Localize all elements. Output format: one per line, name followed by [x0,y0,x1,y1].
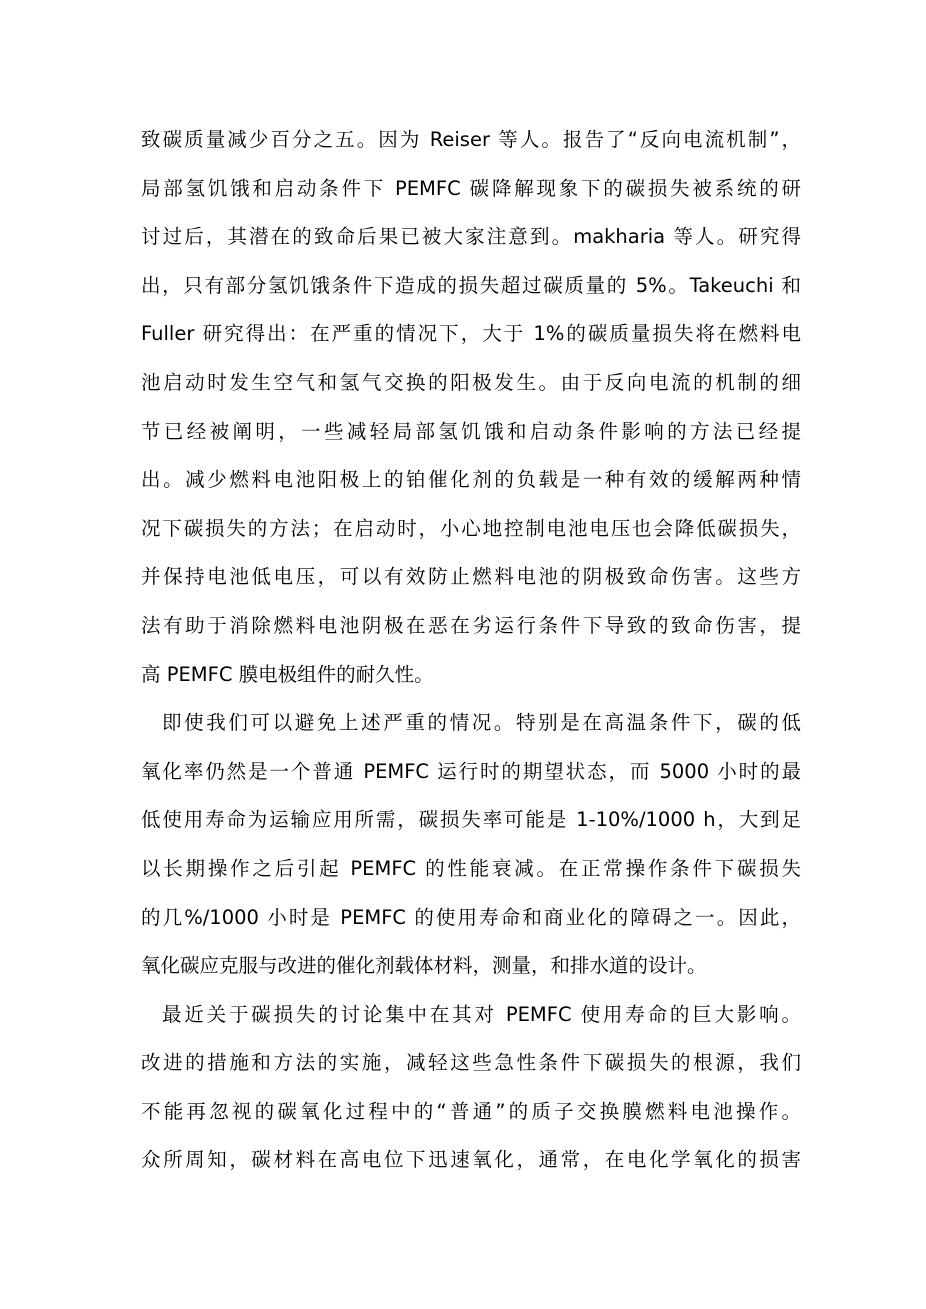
text-line: 讨过后，其潜在的致命后果已被大家注意到。makharia 等人。研究得 [141,225,801,249]
text-line: 的几%/1000 小时是 PEMFC 的使用寿命和商业化的障碍之一。因此， [141,905,801,929]
text-line: 池启动时发生空气和氢气交换的阳极发生。由于反向电流的机制的细 [141,370,801,394]
paragraph-end-line: 高 PEMFC 膜电极组件的耐久性。 [141,662,434,686]
text-line: 法有助于消除燃料电池阴极在恶在劣运行条件下导致的致命伤害，提 [141,613,801,637]
text-line: 节已经被阐明，一些减轻局部氢饥饿和启动条件影响的方法已经提 [141,419,801,443]
paragraph-start-line: 即使我们可以避免上述严重的情况。特别是在高温条件下，碳的低 [162,711,801,735]
text-line: 以长期操作之后引起 PEMFC 的性能衰减。在正常操作条件下碳损失 [141,856,801,880]
text-line: 况下碳损失的方法；在启动时，小心地控制电池电压也会降低碳损失， [141,516,801,540]
text-line: 低使用寿命为运输应用所需，碳损失率可能是 1-10%/1000 h，大到足 [141,808,801,832]
text-line: Fuller 研究得出：在严重的情况下，大于 1%的碳质量损失将在燃料电 [141,322,801,346]
text-line: 出。减少燃料电池阳极上的铂催化剂的负载是一种有效的缓解两种情 [141,468,801,492]
paragraph-start-line: 最近关于碳损失的讨论集中在其对 PEMFC 使用寿命的巨大影响。 [162,1002,801,1026]
text-line: 改进的措施和方法的实施，减轻这些急性条件下碳损失的根源，我们 [141,1051,801,1075]
text-line: 局部氢饥饿和启动条件下 PEMFC 碳降解现象下的碳损失被系统的研 [141,176,801,200]
paragraph-end-line: 氧化碳应克服与改进的催化剂载体材料，测量，和排水道的设计。 [141,954,707,978]
text-line: 出，只有部分氢饥饿条件下造成的损失超过碳质量的 5%。Takeuchi 和 [141,273,801,297]
body-text [141,116,801,1185]
text-line: 氧化率仍然是一个普通 PEMFC 运行时的期望状态，而 5000 小时的最 [141,759,801,783]
text-line: 众所周知，碳材料在高电位下迅速氧化，通常，在电化学氧化的损害 [141,1148,801,1172]
text-line: 并保持电池低电压，可以有效防止燃料电池的阴极致命伤害。这些方 [141,565,801,589]
text-line: 致碳质量减少百分之五。因为 Reiser 等人。报告了“反向电流机制”， [141,128,801,151]
text-line: 不能再忽视的碳氧化过程中的“普通”的质子交换膜燃料电池操作。 [141,1099,801,1123]
